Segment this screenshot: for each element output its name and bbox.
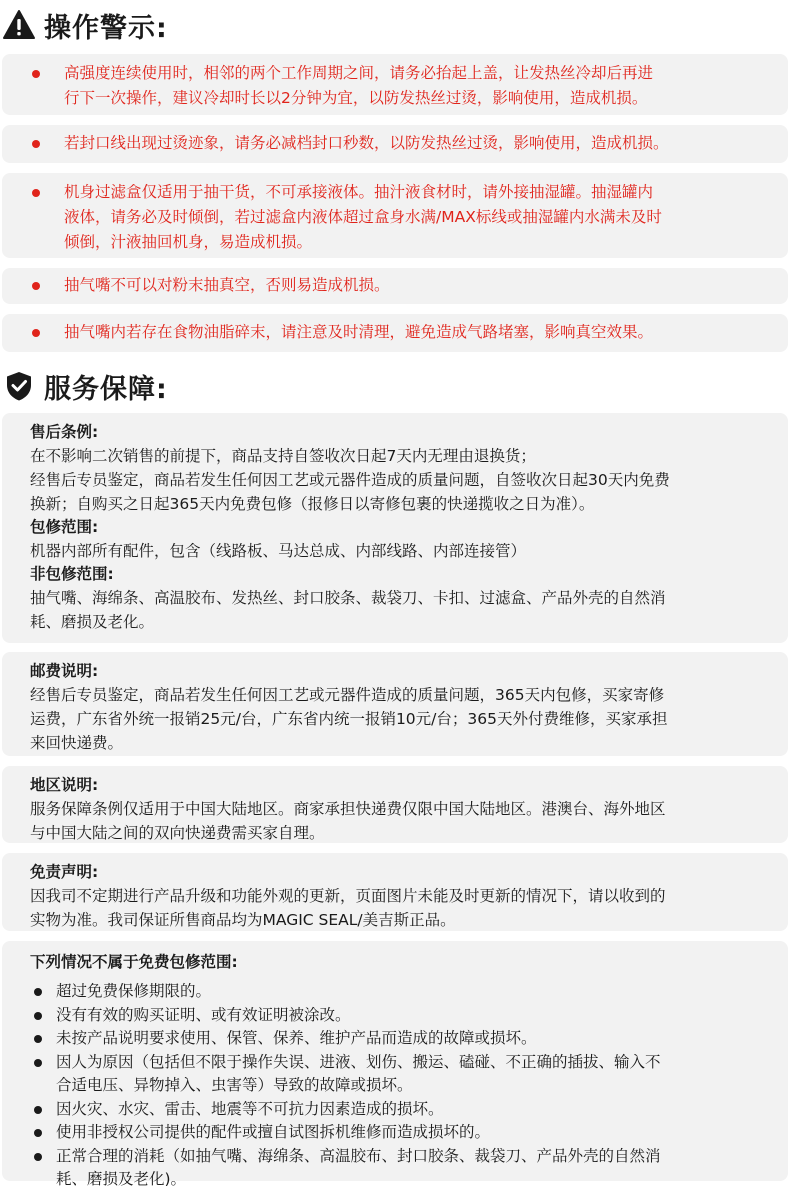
list-item-text: 超过免费保修期限的。 (56, 982, 212, 1000)
list-item-text: 未按产品说明要求使用、保管、保养、维护产品而造成的故障或损坏。 (56, 1029, 537, 1047)
bullet-dot (32, 329, 40, 337)
shipping-text: 经售后专员鉴定，商品若发生任何因工艺或元器件造成的质量问题，365天内包修，买家寄修 运费，广东省外统一报销25元/台，广东省内统一报销10元/台；365天外付费维修，买家承担 来回快递费。 (30, 686, 668, 752)
warning-item (2, 173, 788, 258)
bullet-dot (32, 189, 40, 197)
warranty-scope-label: 包修范围: (30, 518, 99, 536)
shipping-card (2, 652, 788, 756)
bullet-dot (32, 140, 40, 148)
warning-text: 高强度连续使用时，相邻的两个工作周期之间，请务必抬起上盖，让发热丝冷却后再进 行下一次操作，建议冷却时长以2分钟为宜，以防发热丝过烫，影响使用，造成机损。 (64, 64, 654, 107)
bullet-dot (34, 988, 42, 996)
after-sales-text: 在不影响二次销售的前提下，商品支持自签收次日起7天内无理由退换货； 经售后专员鉴定，商品若发生任何因工艺或元器件造成的质量问题，自签收次日起30天内免费 换新；自购买之日起365天内免费包修（报修日以寄修包裹的快递揽收之日为准）。 (30, 447, 670, 513)
warning-item (2, 268, 788, 304)
list-item (30, 1027, 770, 1051)
list-item (30, 1004, 770, 1028)
list-item (30, 1121, 770, 1145)
bullet-dot (34, 1129, 42, 1137)
list-item (30, 1145, 770, 1192)
after-sales-label: 售后条例: (30, 423, 99, 441)
list-item (30, 1051, 770, 1098)
shield-check-icon (2, 369, 36, 403)
bullet-dot (34, 1012, 42, 1020)
disclaimer-label: 免责声明: (30, 863, 99, 881)
warning-text: 抽气嘴不可以对粉末抽真空，否则易造成机损。 (64, 276, 390, 294)
warnings-title: 操作警示: (44, 12, 168, 44)
warning-text: 抽气嘴内若存在食物油脂碎末，请注意及时清理，避免造成气路堵塞，影响真空效果。 (64, 323, 654, 341)
non-warranty-scope-label: 非包修范围: (30, 565, 114, 583)
region-label: 地区说明: (30, 776, 99, 794)
bullet-dot (34, 1106, 42, 1114)
disclaimer-text: 因我司不定期进行产品升级和功能外观的更新，页面图片未能及时更新的情况下，请以收到的 实物为准。我司保证所售商品均为MAGIC SEAL/美吉斯正品。 (30, 887, 666, 929)
region-card (2, 766, 788, 843)
warranty-terms-card (2, 413, 788, 643)
warnings-header (2, 4, 168, 46)
warning-text: 机身过滤盒仅适用于抽干货，不可承接液体。抽汁液食材时，请外接抽湿罐。抽湿罐内 液体，请务必及时倾倒，若过滤盒内液体超过盒身水满/MAX标线或抽湿罐内水满未及时 倾倒，汁液抽回机身，易造成机损。 (64, 183, 662, 251)
exclusions-card (2, 941, 788, 1188)
list-item-text: 因人为原因（包括但不限于操作失误、进液、划伤、搬运、磕碰、不正确的插拔、输入不 合适电压、异物掉入、虫害等）导致的故障或损坏。 (56, 1052, 661, 1094)
list-item-text: 使用非授权公司提供的配件或擅自试图拆机维修而造成损坏的。 (56, 1123, 491, 1141)
warning-item (2, 125, 788, 163)
service-header (2, 365, 168, 407)
list-item-text: 没有有效的购买证明、或有效证明被涂改。 (56, 1005, 351, 1024)
warning-item (2, 54, 788, 115)
service-title: 服务保障: (44, 373, 168, 405)
bullet-dot (32, 282, 40, 290)
warranty-scope-text: 机器内部所有配件，包含（线路板、马达总成、内部线路、内部连接管） (30, 542, 527, 560)
exclusions-label: 下列情况不属于免费包修范围: (30, 953, 238, 971)
bullet-dot (32, 70, 40, 78)
region-text: 服务保障条例仅适用于中国大陆地区。商家承担快递费仅限中国大陆地区。港澳台、海外地区 与中国大陆之间的双向快递费需买家自理。 (30, 800, 666, 842)
warning-text: 若封口线出现过烫迹象，请务必减档封口秒数，以防发热丝过烫，影响使用，造成机损。 (64, 134, 669, 152)
bullet-dot (34, 1153, 42, 1161)
list-item-text: 因火灾、水灾、雷击、地震等不可抗力因素造成的损坏。 (56, 1099, 444, 1118)
non-warranty-scope-text: 抽气嘴、海绵条、高温胶布、发热丝、封口胶条、裁袋刀、卡扣、过滤盒、产品外壳的自然消 耗、磨损及老化。 (30, 589, 666, 631)
disclaimer-card (2, 853, 788, 931)
warning-item (2, 314, 788, 352)
bullet-dot (34, 1035, 42, 1043)
list-item-text: 正常合理的消耗（如抽气嘴、海绵条、高温胶布、封口胶条、裁袋刀、产品外壳的自然消 耗、磨损及老化)。 (56, 1146, 661, 1188)
list-item (30, 1098, 770, 1122)
list-item (30, 980, 770, 1004)
bullet-dot (34, 1059, 42, 1067)
warning-triangle-icon (2, 8, 36, 42)
shipping-label: 邮费说明: (30, 662, 99, 680)
